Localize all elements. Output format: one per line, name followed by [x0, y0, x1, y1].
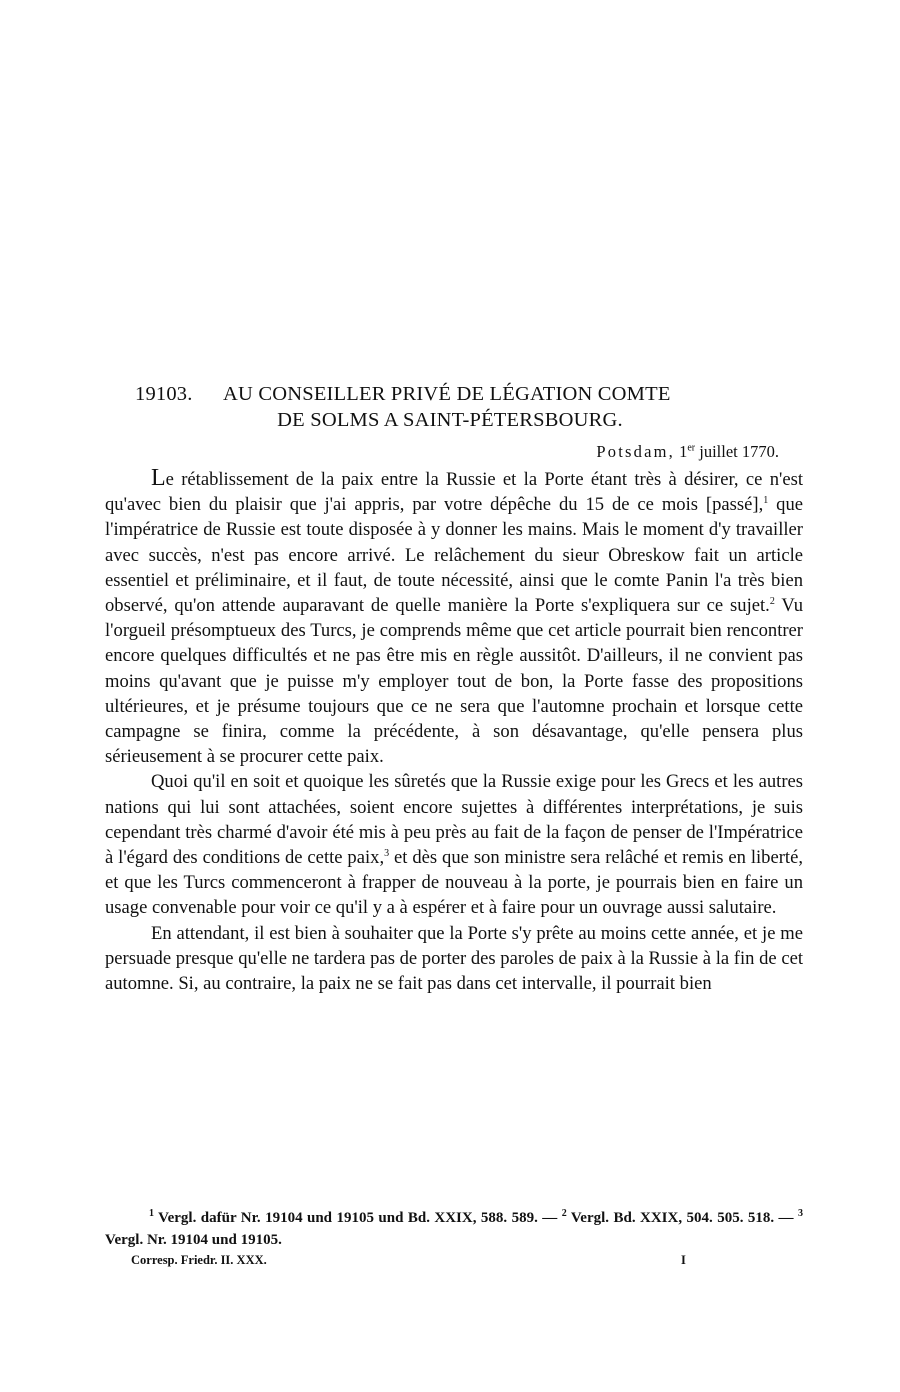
footnotes: [105, 1207, 803, 1251]
footnote-marker: 3: [797, 1208, 803, 1219]
footnote-line: [105, 1207, 803, 1251]
dateline: [596, 442, 779, 462]
paragraph-text: Vu l'orgueil présomptueux des Turcs, je comprends même que cet article pourrait bien rencontrer encore quelques difficultés et ne pas être mis en règle aussitôt. D'ailleurs, il ne convient pas moins qu'avant que je puisse m'y employer tout de bon, la Porte fasse des propositions ultérieures, et je présume toujours que ce ne sera que l'automne prochain et lorsque cette campagne se finira, comme la précédente, à son désavantage, qu'elle pensera plus sérieusement à se procurer cette paix.: [105, 595, 803, 768]
paragraph-1: [105, 466, 803, 769]
footnote-marker: 2: [561, 1208, 567, 1219]
paragraph-text: En attendant, il est bien à souhaiter que la Porte s'y prête au moins cette année, et je me persuade presque qu'elle ne tardera pas de porter des paroles de paix à la Russie à la fin de cet automne. Si, au contraire, la paix ne se fait pas dans cet intervalle, il pourrait bien: [105, 922, 803, 995]
dateline-day: 1: [679, 442, 688, 461]
dateline-day-suffix: er: [687, 442, 696, 454]
paragraph-text: que l'impératrice de Russie est toute disposée à y donner les mains. Mais le moment d'y travailler avec succès, n'est pas encore arrivé. Le relâchement du sieur Obreskow fait un article essentiel et préliminaire, et il faut, de toute nécessité, ainsi que le comte Panin l'a très bien observé, qu'on attende auparavant de quelle manière la Porte s'expliquera sur ce sujet.: [105, 494, 803, 617]
dateline-rest: juillet 1770.: [699, 442, 779, 461]
signature-mark: I: [681, 1253, 686, 1267]
footnote-text: Vergl. Nr. 19104 und 19105.: [105, 1232, 282, 1248]
source-citation: Corresp. Friedr. II. XXX.: [131, 1253, 267, 1267]
paragraph-text: Quoi qu'il en soit et quoique les sûretés que la Russie exige pour les Grecs et les autres nations qui lui sont attachées, soient encore sujettes à différentes interprétations, je suis cependant très charmé d'avoir été mis à peu près au fait de la façon de penser de l'Impératrice à l'égard des conditions de cette paix,: [105, 771, 803, 869]
footnote-reference: 3: [384, 847, 390, 859]
heading-title-line-2: DE SOLMS A SAINT-PÉTERSBOURG.: [277, 409, 623, 431]
footnote-text: Vergl. dafür Nr. 19104 und 19105 und Bd. XXIX, 588. 589. —: [154, 1210, 562, 1226]
paragraph-text: et dès que son ministre sera relâché et remis en liberté, et que les Turcs commenceront à frapper de nouveau à la porte, je pourrais bien en faire un usage convenable pour voir ce qu'il y a à espérer et à faire pour un ouvrage aussi salutaire.: [105, 847, 803, 919]
letter-heading: [135, 381, 805, 433]
dateline-place: Potsdam,: [596, 442, 675, 461]
paragraph-text: Le rétablissement de la paix entre la Russie et la Porte étant très à désirer, ce n'est qu'avec bien du plaisir que j'ai appris, par votre dépêche du 15 de ce mois [passé],: [105, 465, 803, 516]
letter-number: 19103.: [135, 383, 193, 405]
page-footer: [131, 1253, 691, 1268]
footnote-text: Vergl. Bd. XXIX, 504. 505. 518. —: [566, 1210, 798, 1226]
paragraph-2: [105, 769, 803, 920]
paragraph-3: [105, 921, 803, 997]
footnote-reference: 2: [769, 595, 775, 607]
letter-body: [105, 466, 803, 996]
footnote-marker: 1: [149, 1208, 154, 1219]
document-page: [105, 0, 803, 1392]
heading-title-line-1: AU CONSEILLER PRIVÉ DE LÉGATION COMTE: [223, 383, 671, 405]
footnote-reference: 1: [763, 495, 769, 507]
